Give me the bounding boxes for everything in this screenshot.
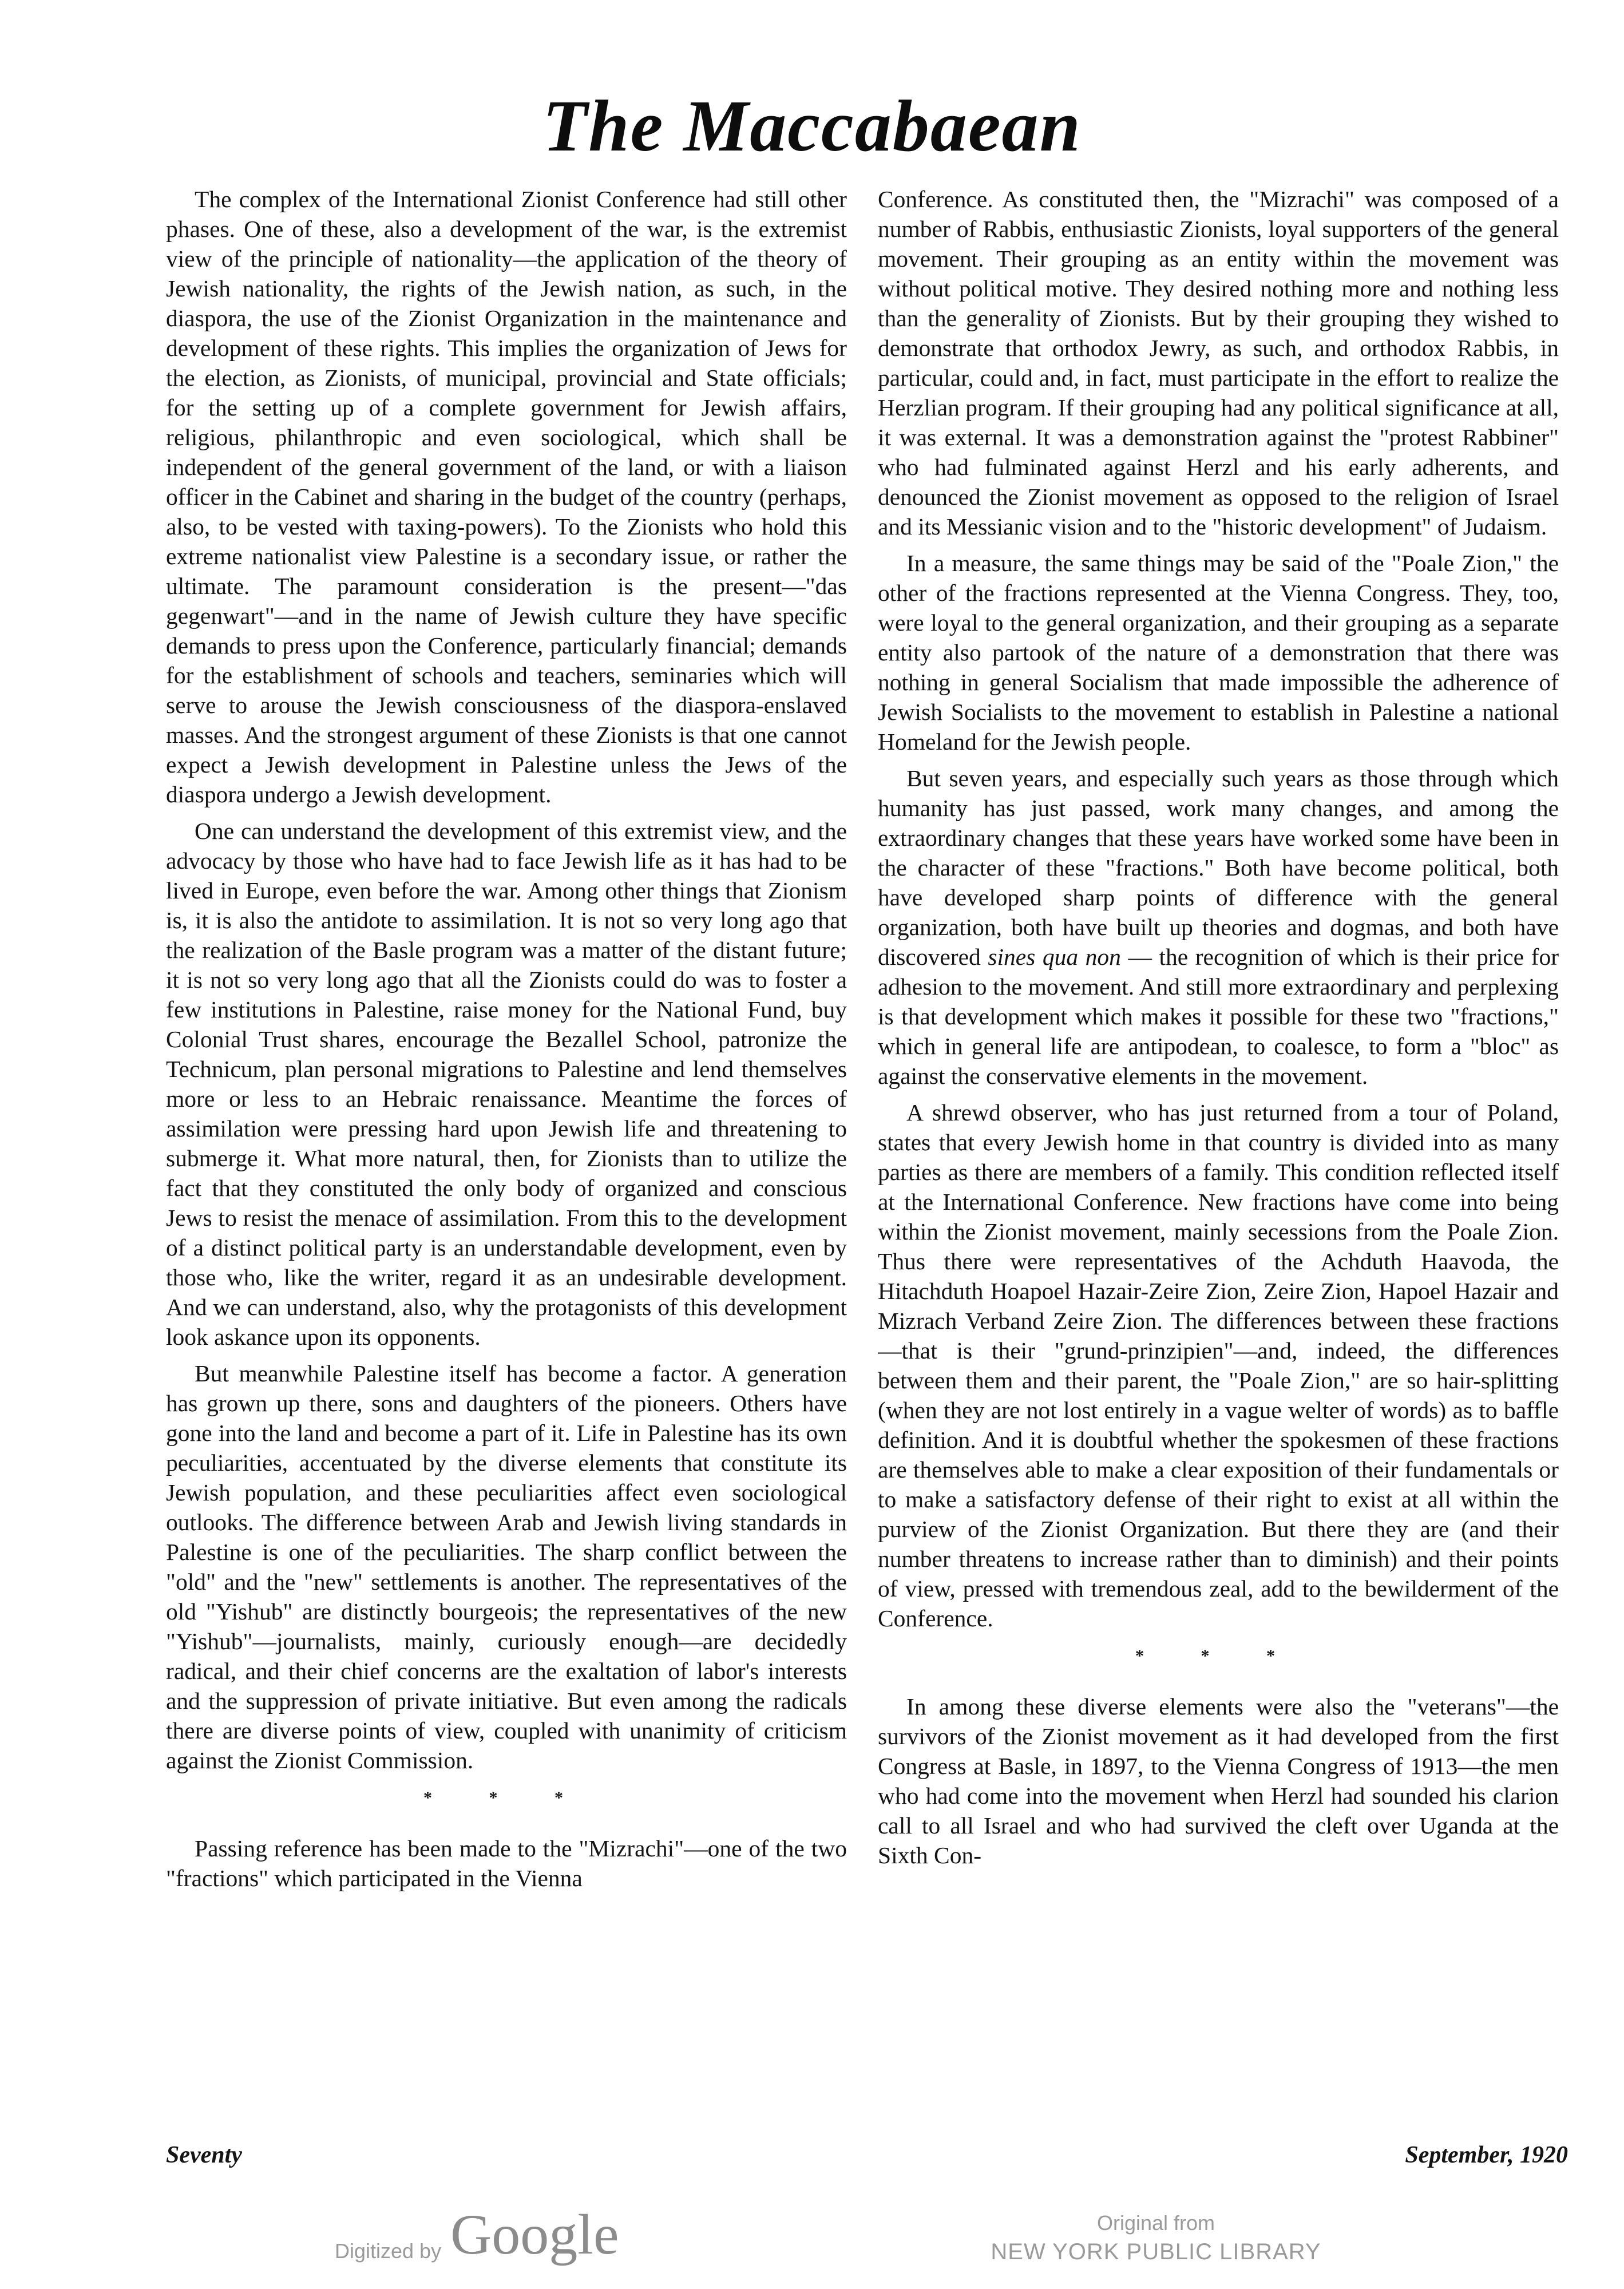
- issue-date: September, 1920: [1405, 2142, 1568, 2168]
- paragraph: In a measure, the same things may be said of the "Poale Zion," the other of the fractions represented at the Vienna Congress. They, too, were loyal to the general organization, and their grouping as a separate entity also partook of the nature of a demonstration that there was nothing in general Socialism that made impossible the adherence of Jewish Socialists to the movement to establish in Palestine a national Homeland for the Jewish people.: [878, 550, 1559, 755]
- left-column: [166, 184, 847, 2107]
- original-from-text: Original from: [1096, 2211, 1215, 2235]
- section-separator: * * *: [423, 1788, 589, 1807]
- google-logo: Google: [450, 2203, 619, 2266]
- page-number-label: Seventy: [166, 2142, 242, 2168]
- digitized-by-text: Digitized by: [335, 2239, 442, 2263]
- paragraph: One can understand the development of this extremist view, and the advocacy by those who have had to face Jewish life as it has had to be lived in Europe, even before the war. Among other things that Zionism is, it is also the antidote to assimilation. It is not so very long ago that the realization of the Basle program was a matter of the distant future; it is not so very long ago that all the Zionists could do was to foster a few institutions in Palestine, raise money for the National Fund, buy Colonial Trust shares, encourage the Bezallel School, patronize the Technicum, plan personal migrations to Palestine and lend themselves more or less to an Hebraic renaissance. Meantime the forces of assimilation were pressing hard upon Jewish life and threatening to submerge it. What more natural, then, for Zionists than to utilize the fact that they constituted the only body of organized and conscious Jews to resist the menace of assimilation. From this to the development of a distinct political party is an understandable development, even by those who, like the writer, regard it as an undesirable development. And we can understand, also, why the protagonists of this development look askance upon its opponents.: [166, 818, 847, 1350]
- section-separator: * * *: [1135, 1646, 1301, 1665]
- original-from-watermark: [938, 2209, 1373, 2266]
- digitized-by-watermark: [335, 2203, 619, 2266]
- paragraph-text: But seven years, and especially such years as those through which humanity has just passed, work many changes, and among the extraordinary changes that these years have worked some have been in the character of these "fractions." Both have become political, both have developed sharp points of difference with the general organization, both have built up theories and dogmas, and both have discovered: [878, 765, 1559, 970]
- page-title: The Maccabaean: [542, 85, 1082, 167]
- paragraph: In among these diverse elements were also the "veterans"—the survivors of the Zionist movement as it had developed from the first Congress at Basle, in 1897, to the Vienna Congress of 1913—the men who had come into the movement when Herzl had sounded his clarion call to all Israel and who had survived the cleft over Uganda at the Sixth Con-: [878, 1693, 1559, 1868]
- paragraph: The complex of the International Zionist Conference had still other phases. One of these, also a development of the war, is the extremist view of the principle of nationality—the application of the theory of Jewish nationality, the rights of the Jewish nation, as such, in the diaspora, the use of the Zionist Organization in the maintenance and development of these rights. This implies the organization of Jews for the election, as Zionists, of municipal, provincial and State officials; for the setting up of a complete government for Jewish affairs, religious, philanthropic and even sociological, which shall be independent of the general government of the land, or with a liaison officer in the Cabinet and sharing in the budget of the country (perhaps, also, to be vested with taxing-powers). To the Zionists who hold this extreme nationalist view Palestine is a secondary issue, or rather the ultimate. The paramount consideration is the present—"das gegenwart"—and in the name of Jewish culture they have specific demands to press upon the Conference, particularly financial; demands for the establishment of schools and teachers, seminaries which will serve to arouse the Jewish consciousness of the diaspora-enslaved masses. And the strongest argument of these Zionists is that one cannot expect a Jewish development in Palestine unless the Jews of the diaspora undergo a Jewish development.: [166, 186, 847, 807]
- latin-phrase: sines qua non: [988, 944, 1121, 970]
- paragraph: Passing reference has been made to the "Mizrachi"—one of the two "fractions" which participated in the Vienna: [166, 1835, 847, 1891]
- paragraph: But meanwhile Palestine itself has become a factor. A generation has grown up there, sons and daughters of the pioneers. Others have gone into the land and become a part of it. Life in Palestine has its own peculiarities, accentuated by the diverse elements that constitute its Jewish population, and these peculiarities affect even sociological outlooks. The difference between Arab and Jewish living standards in Palestine is one of the peculiarities. The sharp conflict between the "old" and the "new" settlements is another. The representatives of the old "Yishub" are distinctly bourgeois; the representatives of the new "Yishub"—journalists, mainly, curiously enough—are decidedly radical, and their chief concerns are the exaltation of labor's interests and the suppression of private initiative. But even among the radicals there are diverse points of view, coupled with unanimity of criticism against the Zionist Commission.: [166, 1360, 847, 1773]
- right-column: [878, 184, 1559, 2107]
- paragraph-text: — the recognition of which is their price for adhesion to the movement. And still more extraordinary and perplexing is that development which makes it possible for these two "fractions," which in general life are antipodean, to coalesce, to form a "bloc" as against the conservative elements in the movement.: [878, 944, 1559, 1089]
- paragraph-continuation: Conference. As constituted then, the "Mizrachi" was composed of a number of Rabbis, enthusiastic Zionists, loyal supporters of the general movement. Their grouping as an entity within the movement was without political motive. They desired nothing more and nothing less than the generality of Zionists. But by their grouping they wished to demonstrate that orthodox Jewry, as such, and orthodox Rabbis, in particular, could and, in fact, must participate in the effort to realize the Herzlian program. If their grouping had any political significance at all, it was external. It was a demonstration against the "protest Rabbiner" who had fulminated against Herzl and his early adherents, and denounced the Zionist movement as opposed to the religion of Israel and its Messianic vision and to the "historic development" of Judaism.: [878, 186, 1559, 540]
- paragraph: A shrewd observer, who has just returned from a tour of Poland, states that every Jewish home in that country is divided into as many parties as there are members of a family. This condition reflected itself at the International Conference. New fractions have come into being within the Zionist movement, mainly secessions from the Poale Zion. Thus there were representatives of the Achduth Haavoda, the Hitachduth Hoapoel Hazair-Zeire Zion, Zeire Zion, Hapoel Hazair and Mizrach Verband Zeire Zion. The differences between these fractions—that is their "grund-prinzipien"—and, indeed, the differences between them and their parent, the "Poale Zion," are so hair-splitting (when they are not lost entirely in a vague welter of words) as to baffle definition. And it is doubtful whether the spokesmen of these fractions are themselves able to make a clear exposition of their fundamentals or to make a satisfactory defense of their right to exist at all within the purview of the Zionist Organization. But there they are (and their number threatens to increase rather than to diminish) and their points of view, pressed with tremendous zeal, add to the bewilderment of the Conference.: [878, 1099, 1559, 1631]
- paragraph: [878, 763, 1559, 1091]
- library-name: NEW YORK PUBLIC LIBRARY: [991, 2239, 1321, 2264]
